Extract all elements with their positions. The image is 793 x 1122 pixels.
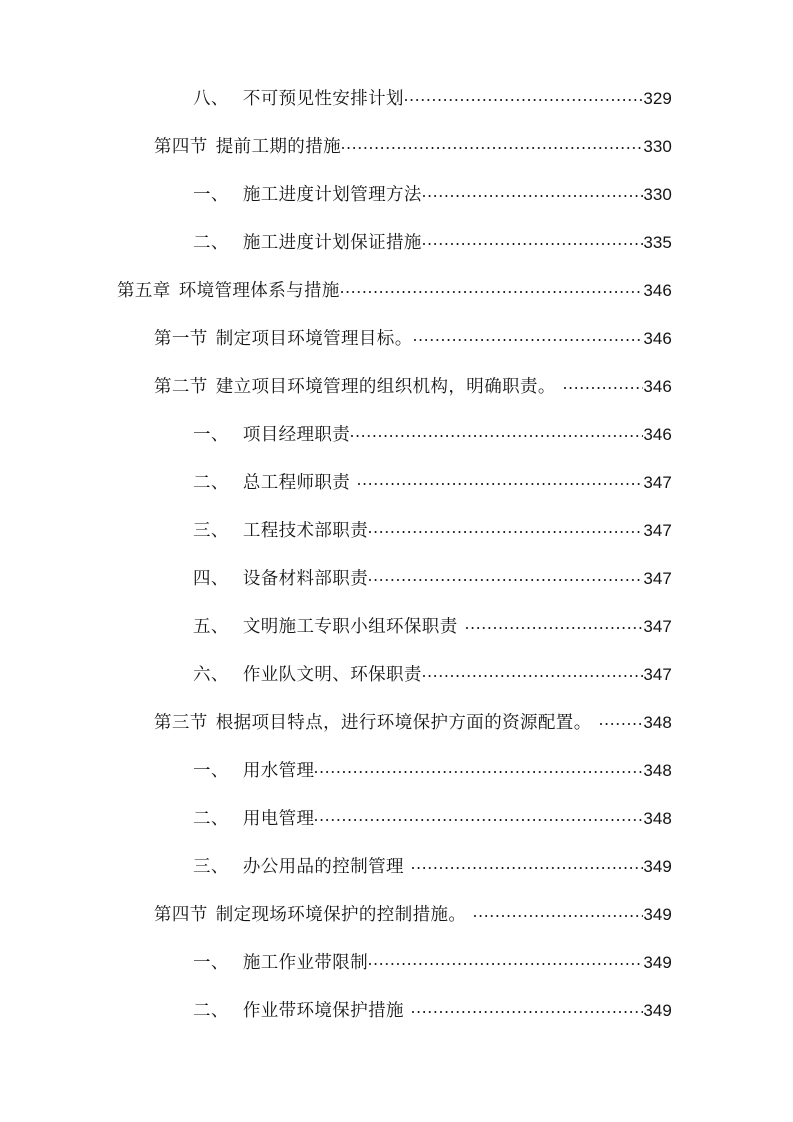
toc-entry-label: 根据项目特点，进行环境保护方面的资源配置。 bbox=[215, 713, 592, 733]
toc-entry-label: 施工作业带限制 bbox=[242, 953, 369, 973]
toc-entry-title bbox=[117, 283, 340, 301]
toc-entry-title bbox=[193, 91, 404, 109]
toc-entry-title bbox=[193, 667, 422, 685]
toc-dot-leader bbox=[351, 424, 643, 440]
toc-entry-label: 工程技术部职责 bbox=[242, 521, 369, 541]
toc-entry-marker: 二、 bbox=[193, 473, 229, 493]
toc-entry-label: 作业队文明、环保职责 bbox=[242, 665, 422, 685]
toc-entry[interactable] bbox=[0, 1000, 793, 1048]
toc-page-number: 349 bbox=[643, 905, 672, 924]
toc-dot-leader bbox=[315, 760, 643, 776]
toc-entry-label: 提前工期的措施 bbox=[215, 137, 342, 157]
toc-page-number: 346 bbox=[643, 377, 672, 396]
toc-entry-title bbox=[154, 379, 563, 397]
toc-dot-leader bbox=[474, 904, 643, 920]
toc-page-number: 330 bbox=[643, 185, 672, 204]
toc-entry-marker: 一、 bbox=[193, 761, 229, 781]
toc-dot-leader bbox=[564, 376, 644, 392]
toc-entry-title bbox=[193, 427, 350, 445]
toc-entry-marker: 第四节 bbox=[154, 137, 208, 157]
toc-entry-title bbox=[193, 523, 368, 541]
toc-page-number: 348 bbox=[643, 761, 672, 780]
toc-entry-title bbox=[193, 235, 422, 253]
toc-entry-marker: 三、 bbox=[193, 521, 229, 541]
toc-entry-title bbox=[193, 811, 314, 829]
toc-entry-label: 建立项目环境管理的组织机构，明确职责。 bbox=[215, 377, 556, 397]
toc-page-number: 346 bbox=[643, 281, 672, 300]
toc-entry[interactable] bbox=[0, 472, 793, 520]
toc-dot-leader bbox=[412, 856, 643, 872]
toc-entry-label: 制定现场环境保护的控制措施。 bbox=[215, 905, 467, 925]
toc-entry-title bbox=[193, 763, 314, 781]
toc-entry[interactable] bbox=[0, 232, 793, 280]
toc-entry-title bbox=[193, 859, 411, 877]
toc-entry[interactable] bbox=[0, 88, 793, 136]
toc-dot-leader bbox=[423, 184, 644, 200]
toc-dot-leader bbox=[405, 88, 643, 104]
toc-entry-marker: 六、 bbox=[193, 665, 229, 685]
toc-entry[interactable] bbox=[0, 904, 793, 952]
toc-page-number: 346 bbox=[643, 329, 672, 348]
toc-entry[interactable] bbox=[0, 184, 793, 232]
toc-dot-leader bbox=[342, 136, 643, 152]
toc-entry-marker: 八、 bbox=[193, 89, 229, 109]
toc-entry-label: 制定项目环境管理目标。 bbox=[215, 329, 413, 349]
toc-entry-marker: 三、 bbox=[193, 857, 229, 877]
toc-entry[interactable] bbox=[0, 568, 793, 616]
toc-dot-leader bbox=[412, 1000, 643, 1016]
toc-page-number: 347 bbox=[643, 521, 672, 540]
toc-entry-title bbox=[154, 331, 413, 349]
toc-entry-label: 总工程师职责 bbox=[242, 473, 351, 493]
toc-entry-label: 用电管理 bbox=[242, 809, 315, 829]
toc-dot-leader bbox=[600, 712, 644, 728]
table-of-contents bbox=[0, 88, 793, 1048]
toc-dot-leader bbox=[369, 952, 643, 968]
toc-entry-label: 作业带环境保护措施 bbox=[242, 1001, 404, 1021]
toc-entry[interactable] bbox=[0, 424, 793, 472]
toc-entry-marker: 一、 bbox=[193, 425, 229, 445]
toc-page-number: 348 bbox=[643, 713, 672, 732]
toc-entry[interactable] bbox=[0, 376, 793, 424]
toc-entry-label: 项目经理职责 bbox=[242, 425, 351, 445]
toc-page-number: 329 bbox=[643, 89, 672, 108]
toc-page-number: 346 bbox=[643, 425, 672, 444]
toc-entry-marker: 一、 bbox=[193, 185, 229, 205]
toc-entry[interactable] bbox=[0, 760, 793, 808]
toc-entry-title bbox=[154, 715, 599, 733]
toc-entry-marker: 四、 bbox=[193, 569, 229, 589]
toc-entry-title bbox=[193, 187, 422, 205]
toc-page-number: 349 bbox=[643, 953, 672, 972]
toc-entry[interactable] bbox=[0, 616, 793, 664]
toc-page-number: 347 bbox=[643, 569, 672, 588]
toc-page-number: 347 bbox=[643, 665, 672, 684]
toc-entry[interactable] bbox=[0, 808, 793, 856]
toc-dot-leader bbox=[414, 328, 644, 344]
toc-page-number: 349 bbox=[643, 857, 672, 876]
toc-entry-marker: 二、 bbox=[193, 233, 229, 253]
toc-entry-label: 文明施工专职小组环保职责 bbox=[242, 617, 458, 637]
toc-entry-title bbox=[154, 907, 473, 925]
toc-entry[interactable] bbox=[0, 856, 793, 904]
toc-entry[interactable] bbox=[0, 136, 793, 184]
toc-entry-marker: 第二节 bbox=[154, 377, 208, 397]
toc-page-number: 347 bbox=[643, 473, 672, 492]
toc-entry-title bbox=[193, 1003, 411, 1021]
toc-entry-title bbox=[193, 619, 465, 637]
toc-entry-marker: 第三节 bbox=[154, 713, 208, 733]
toc-dot-leader bbox=[369, 568, 643, 584]
toc-entry-label: 办公用品的控制管理 bbox=[242, 857, 404, 877]
toc-page-number: 335 bbox=[643, 233, 672, 252]
toc-entry[interactable] bbox=[0, 952, 793, 1000]
toc-dot-leader bbox=[423, 232, 644, 248]
toc-entry-label: 环境管理体系与措施 bbox=[178, 281, 340, 301]
toc-entry-title bbox=[154, 139, 341, 157]
toc-entry-marker: 第一节 bbox=[154, 329, 208, 349]
toc-dot-leader bbox=[466, 616, 644, 632]
toc-entry[interactable] bbox=[0, 664, 793, 712]
toc-entry-label: 施工进度计划管理方法 bbox=[242, 185, 422, 205]
toc-entry-marker: 五、 bbox=[193, 617, 229, 637]
toc-entry-marker: 第四节 bbox=[154, 905, 208, 925]
toc-dot-leader bbox=[315, 808, 643, 824]
toc-dot-leader bbox=[358, 472, 643, 488]
toc-dot-leader bbox=[369, 520, 643, 536]
toc-dot-leader bbox=[341, 280, 644, 296]
toc-entry-label: 用水管理 bbox=[242, 761, 315, 781]
toc-entry[interactable] bbox=[0, 328, 793, 376]
toc-entry[interactable] bbox=[0, 520, 793, 568]
toc-entry[interactable] bbox=[0, 280, 793, 328]
toc-entry-marker: 第五章 bbox=[117, 281, 171, 301]
toc-entry-label: 施工进度计划保证措施 bbox=[242, 233, 422, 253]
toc-entry-marker: 一、 bbox=[193, 953, 229, 973]
toc-entry[interactable] bbox=[0, 712, 793, 760]
toc-page-number: 349 bbox=[643, 1001, 672, 1020]
toc-page-number: 330 bbox=[643, 137, 672, 156]
toc-page-number: 347 bbox=[643, 617, 672, 636]
toc-entry-label: 设备材料部职责 bbox=[242, 569, 369, 589]
toc-entry-label: 不可预见性安排计划 bbox=[242, 89, 404, 109]
toc-entry-title bbox=[193, 475, 357, 493]
toc-dot-leader bbox=[423, 664, 644, 680]
toc-page-number: 348 bbox=[643, 809, 672, 828]
toc-entry-marker: 二、 bbox=[193, 809, 229, 829]
toc-entry-title bbox=[193, 571, 368, 589]
toc-entry-marker: 二、 bbox=[193, 1001, 229, 1021]
toc-entry-title bbox=[193, 955, 368, 973]
